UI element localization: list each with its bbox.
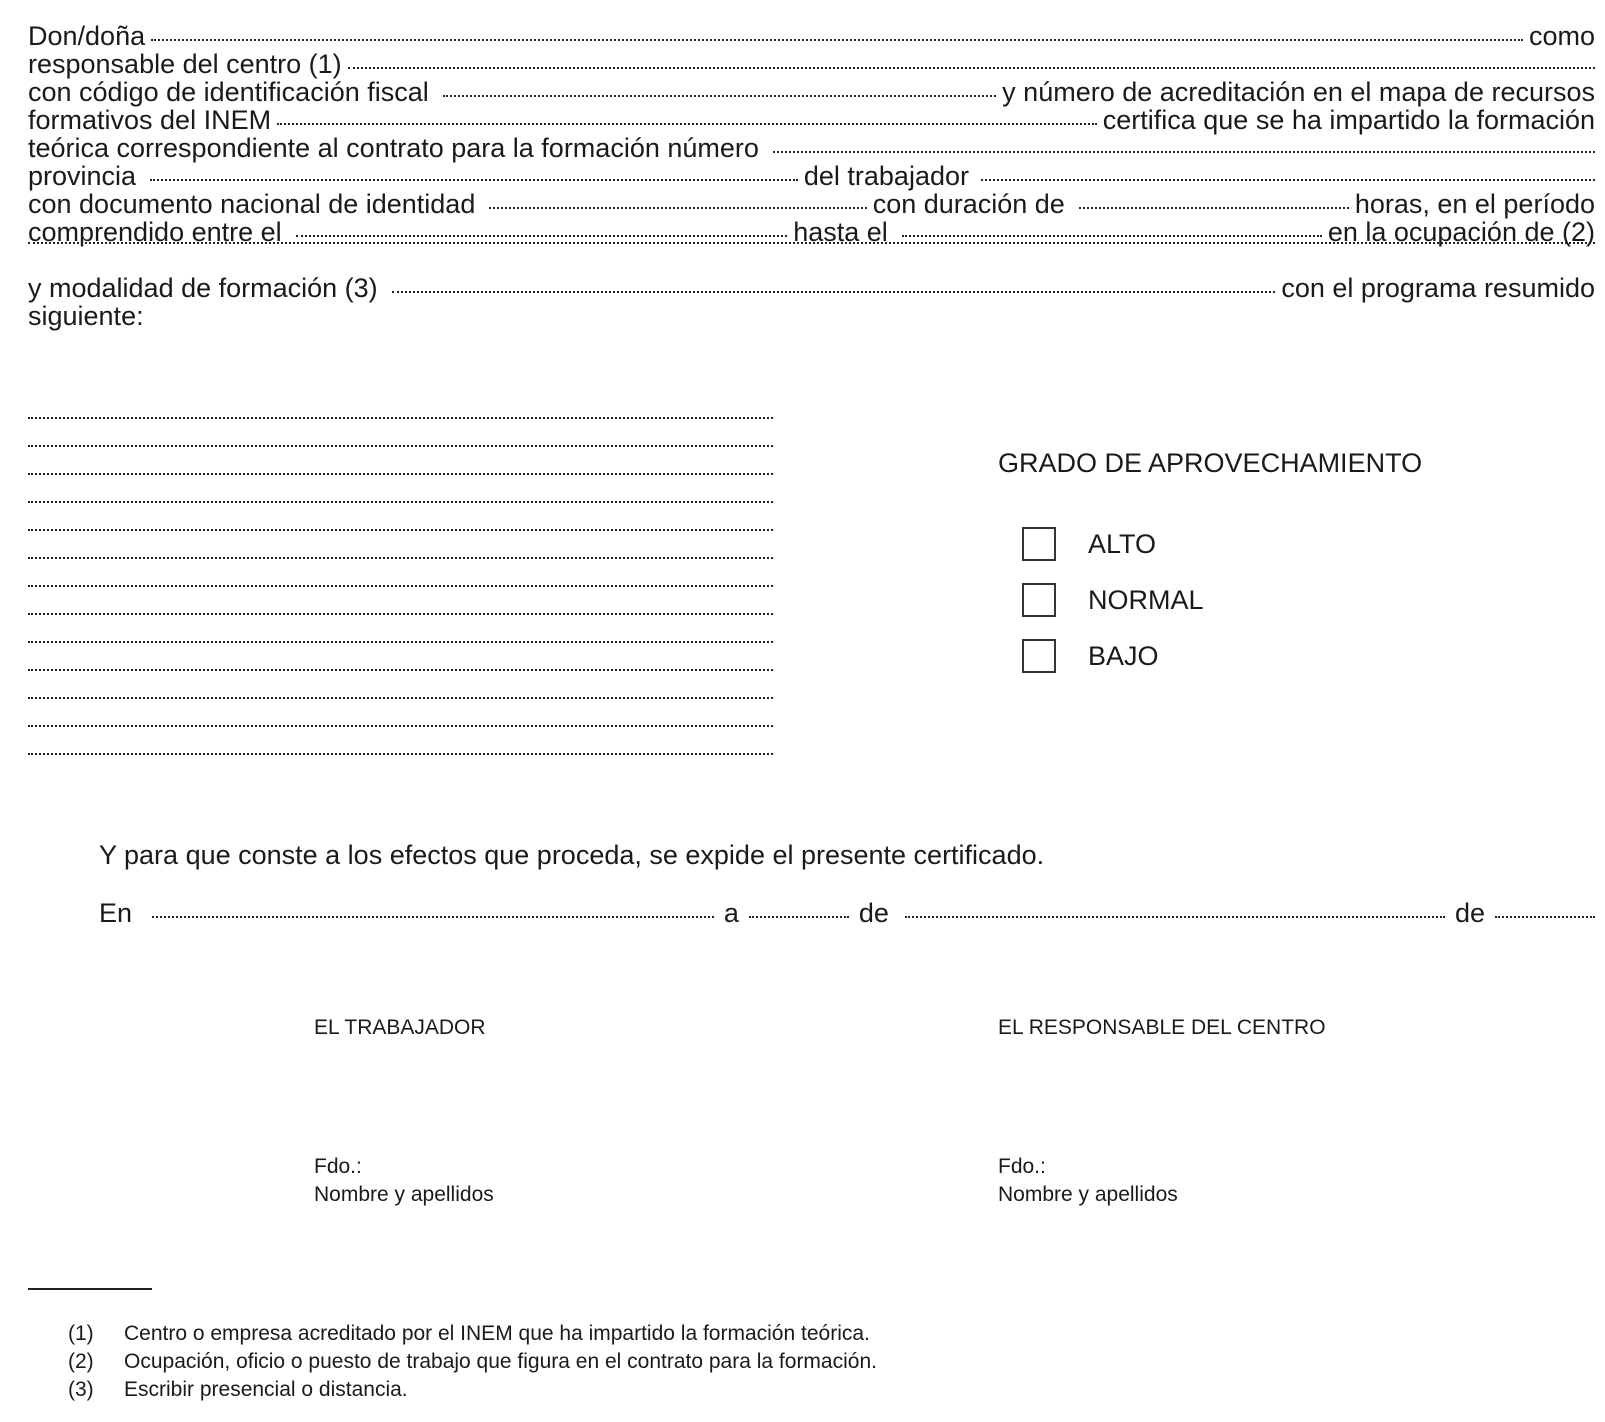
label-del-trabajador: del trabajador [803,161,969,191]
label-formativos-inem: formativos del INEM [28,105,272,135]
field-trabajador[interactable] [981,179,1595,181]
label-como: como [1528,21,1595,51]
programa-line[interactable] [28,697,773,699]
closing-statement: Y para que conste a los efectos que proceda, se expide el presente certificado. [99,840,1045,870]
label-cif: con código de identificación fiscal [28,77,429,107]
signature-title-trabajador: EL TRABAJADOR [314,1016,486,1039]
line-formativos [28,106,1595,134]
field-mes[interactable] [905,916,1445,918]
footnote-1 [68,1322,870,1346]
line-don-dona [28,22,1595,50]
signature-title-responsable: EL RESPONSABLE DEL CENTRO [998,1016,1326,1039]
field-modalidad[interactable] [392,291,1276,293]
programa-line[interactable] [28,473,773,475]
footnote-number: (3) [68,1378,94,1401]
checkbox-alto[interactable] [1022,527,1056,561]
programa-line[interactable] [28,445,773,447]
programa-line[interactable] [28,501,773,503]
footnote-divider [28,1288,152,1290]
footnote-number: (2) [68,1350,94,1373]
label-siguiente: siguiente: [28,301,144,331]
option-normal[interactable] [1022,583,1204,617]
field-dia[interactable] [749,916,849,918]
label-de-mes: de [858,898,889,928]
place-date-line [99,898,1595,929]
option-alto[interactable] [1022,527,1156,561]
field-ocupacion[interactable] [28,242,1595,244]
footnote-2 [68,1350,877,1374]
field-horas[interactable] [1079,207,1349,209]
programa-line[interactable] [28,417,773,419]
programa-line[interactable] [28,725,773,727]
label-hasta-el: hasta el [793,217,888,247]
footnote-number: (1) [68,1322,94,1345]
line-responsable-centro [28,50,1595,78]
field-provincia[interactable] [150,179,798,181]
label-don-dona: Don/doña [28,21,146,51]
programa-line[interactable] [28,529,773,531]
programa-line[interactable] [28,585,773,587]
programa-line[interactable] [28,613,773,615]
footnote-text: Centro o empresa acreditado por el INEM que ha impartido la formación teórica. [124,1322,870,1345]
field-fecha-inicio[interactable] [296,235,788,237]
grado-title: GRADO DE APROVECHAMIENTO [998,448,1423,478]
signature-fdo-trabajador: Fdo.: [314,1155,362,1178]
label-comprendido: comprendido entre el [28,217,282,247]
footnote-text: Escribir presencial o distancia. [124,1378,408,1401]
label-a: a [723,898,739,928]
label-acreditacion: y número de acreditación en el mapa de recursos [1002,77,1595,107]
checkbox-normal[interactable] [1022,583,1056,617]
field-lugar[interactable] [152,916,714,918]
field-numero-contrato[interactable] [773,151,1595,153]
signature-name-responsable: Nombre y apellidos [998,1183,1178,1206]
field-nombre-responsable[interactable] [151,39,1523,41]
signature-fdo-responsable: Fdo.: [998,1155,1046,1178]
option-label-bajo: BAJO [1088,640,1159,671]
option-bajo[interactable] [1022,639,1159,673]
label-contrato-numero: teórica correspondiente al contrato para la formación número [28,133,759,163]
field-numero-acreditacion[interactable] [277,123,1097,125]
line-cif [28,78,1595,106]
field-centro[interactable] [348,67,1595,69]
programa-line[interactable] [28,557,773,559]
line-siguiente [28,302,1595,330]
field-anio[interactable] [1495,916,1595,918]
field-fecha-fin[interactable] [902,235,1322,237]
line-contrato [28,134,1595,162]
label-horas-periodo: horas, en el período [1354,189,1595,219]
programa-line[interactable] [28,669,773,671]
checkbox-bajo[interactable] [1022,639,1056,673]
programa-line[interactable] [28,753,773,755]
footnote-text: Ocupación, oficio o puesto de trabajo que figura en el contrato para la formación. [124,1350,877,1373]
line-ocupacion-fill [28,246,1595,248]
option-label-normal: NORMAL [1088,584,1204,615]
label-en: En [99,898,133,928]
line-provincia [28,162,1595,190]
line-dni [28,190,1595,218]
line-modalidad [28,274,1595,302]
signature-name-trabajador: Nombre y apellidos [314,1183,494,1206]
programa-line[interactable] [28,641,773,643]
label-dni: con documento nacional de identidad [28,189,476,219]
label-de-anio: de [1454,898,1485,928]
label-certifica: certifica que se ha impartido la formación [1102,105,1595,135]
label-responsable-centro: responsable del centro (1) [28,49,342,79]
field-dni[interactable] [489,207,866,209]
field-cif[interactable] [443,95,996,97]
label-programa: con el programa resumido [1281,273,1595,303]
label-provincia: provincia [28,161,137,191]
label-ocupacion: en la ocupación de (2) [1327,217,1595,247]
footnote-3 [68,1378,408,1402]
label-modalidad: y modalidad de formación (3) [28,273,378,303]
label-duracion: con duración de [872,189,1065,219]
option-label-alto: ALTO [1088,528,1157,559]
